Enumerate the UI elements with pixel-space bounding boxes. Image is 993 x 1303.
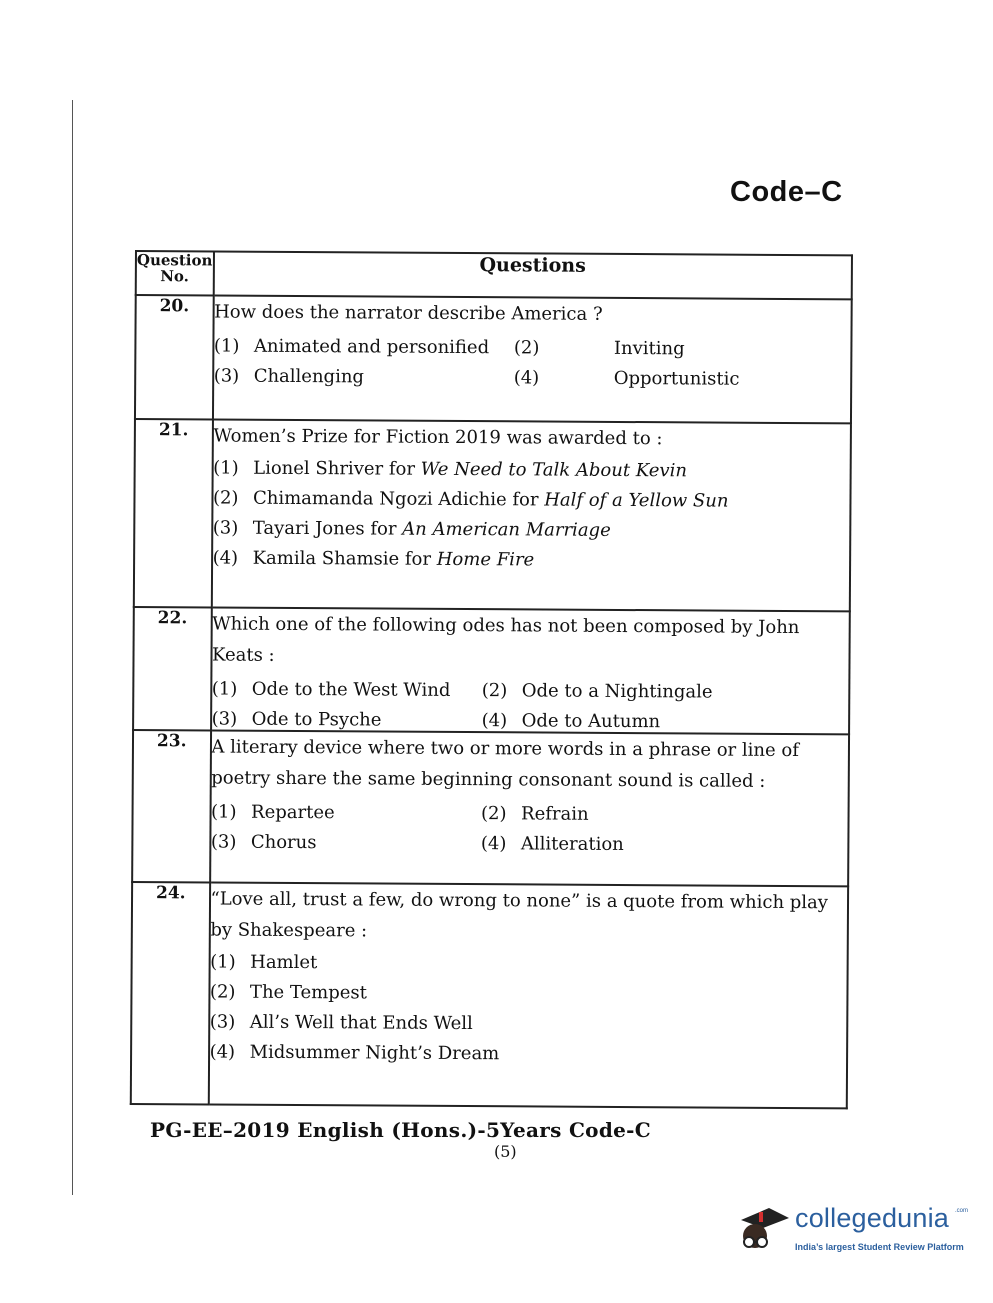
question-cell bbox=[210, 730, 849, 886]
page-number: (5) bbox=[494, 1142, 517, 1161]
question-row bbox=[134, 419, 851, 611]
question-text: “Love all, trust a few, do wrong to none” is a quote from which play by Shakespeare : bbox=[210, 888, 829, 942]
question-cell bbox=[211, 607, 850, 734]
option: (3) Challenging bbox=[213, 365, 365, 388]
option: (2) Ode to a Nightingale bbox=[481, 680, 713, 703]
question-row bbox=[133, 607, 850, 734]
option: Opportunistic bbox=[613, 367, 740, 390]
question-row bbox=[132, 730, 849, 886]
option: (2) The Tempest bbox=[209, 981, 367, 1004]
option-num: (2) bbox=[513, 337, 540, 359]
option: (3) Chorus bbox=[210, 831, 317, 854]
option: (3) All’s Well that Ends Well bbox=[209, 1011, 473, 1035]
question-number: 21. bbox=[134, 419, 213, 607]
column-question-no: Question No. bbox=[136, 251, 214, 295]
question-text: How does the narrator describe America ? bbox=[214, 301, 603, 325]
footer-paper-code: PG-EE–2019 English (Hons.)-5Years Code-C bbox=[150, 1118, 651, 1142]
logo-wordmark: collegedunia bbox=[795, 1203, 950, 1233]
options bbox=[212, 678, 849, 733]
option: Inviting bbox=[613, 337, 685, 360]
column-questions: Questions bbox=[213, 251, 852, 299]
question-text: Women’s Prize for Fiction 2019 was awarded to : bbox=[213, 425, 663, 450]
option: (4) Ode to Autumn bbox=[481, 710, 661, 733]
question-row bbox=[131, 882, 848, 1108]
option: (4) Alliteration bbox=[480, 833, 624, 855]
question-text: Which one of the following odes has not been composed by John Keats : bbox=[211, 613, 800, 666]
option-num: (4) bbox=[513, 367, 540, 389]
options bbox=[214, 335, 851, 390]
collegedunia-logo bbox=[735, 1198, 969, 1258]
option: (2) Refrain bbox=[480, 803, 589, 825]
questions-table bbox=[130, 250, 853, 1109]
margin-line bbox=[72, 100, 73, 1195]
options bbox=[213, 457, 850, 572]
logo-tagline: India’s largest Student Review Platform bbox=[795, 1242, 964, 1252]
table-header-row bbox=[136, 251, 852, 299]
option: (3) Tayari Jones for An American Marriage bbox=[212, 517, 611, 541]
option: (4) Midsummer Night’s Dream bbox=[209, 1041, 500, 1065]
question-text: A literary device where two or more words in a phrase or line of poetry share the same beginning consonant sound is called : bbox=[211, 736, 799, 792]
options bbox=[211, 801, 848, 856]
option: (1) Ode to the West Wind bbox=[211, 678, 451, 701]
question-number: 23. bbox=[132, 730, 210, 882]
option: (2) Chimamanda Ngozi Adichie for Half of a Yellow Sun bbox=[212, 487, 729, 512]
question-number: 22. bbox=[133, 607, 211, 730]
option: (1) Animated and personified bbox=[213, 335, 490, 359]
options bbox=[210, 951, 847, 1066]
question-cell bbox=[212, 295, 851, 423]
option: (1) Lionel Shriver for We Need to Talk About Kevin bbox=[213, 457, 688, 482]
option: (1) Repartee bbox=[211, 801, 335, 824]
question-number: 24. bbox=[131, 882, 210, 1104]
question-cell bbox=[208, 882, 848, 1108]
mascot-icon bbox=[735, 1198, 793, 1256]
option: (4) Kamila Shamsie for Home Fire bbox=[212, 547, 535, 571]
question-number: 20. bbox=[135, 295, 213, 419]
question-cell bbox=[211, 419, 851, 611]
option: (3) Ode to Psyche bbox=[211, 708, 382, 731]
option: (1) Hamlet bbox=[210, 951, 318, 974]
paper-code: Code–C bbox=[730, 176, 843, 208]
logo-domain: .com bbox=[955, 1208, 969, 1214]
question-row bbox=[135, 295, 852, 423]
